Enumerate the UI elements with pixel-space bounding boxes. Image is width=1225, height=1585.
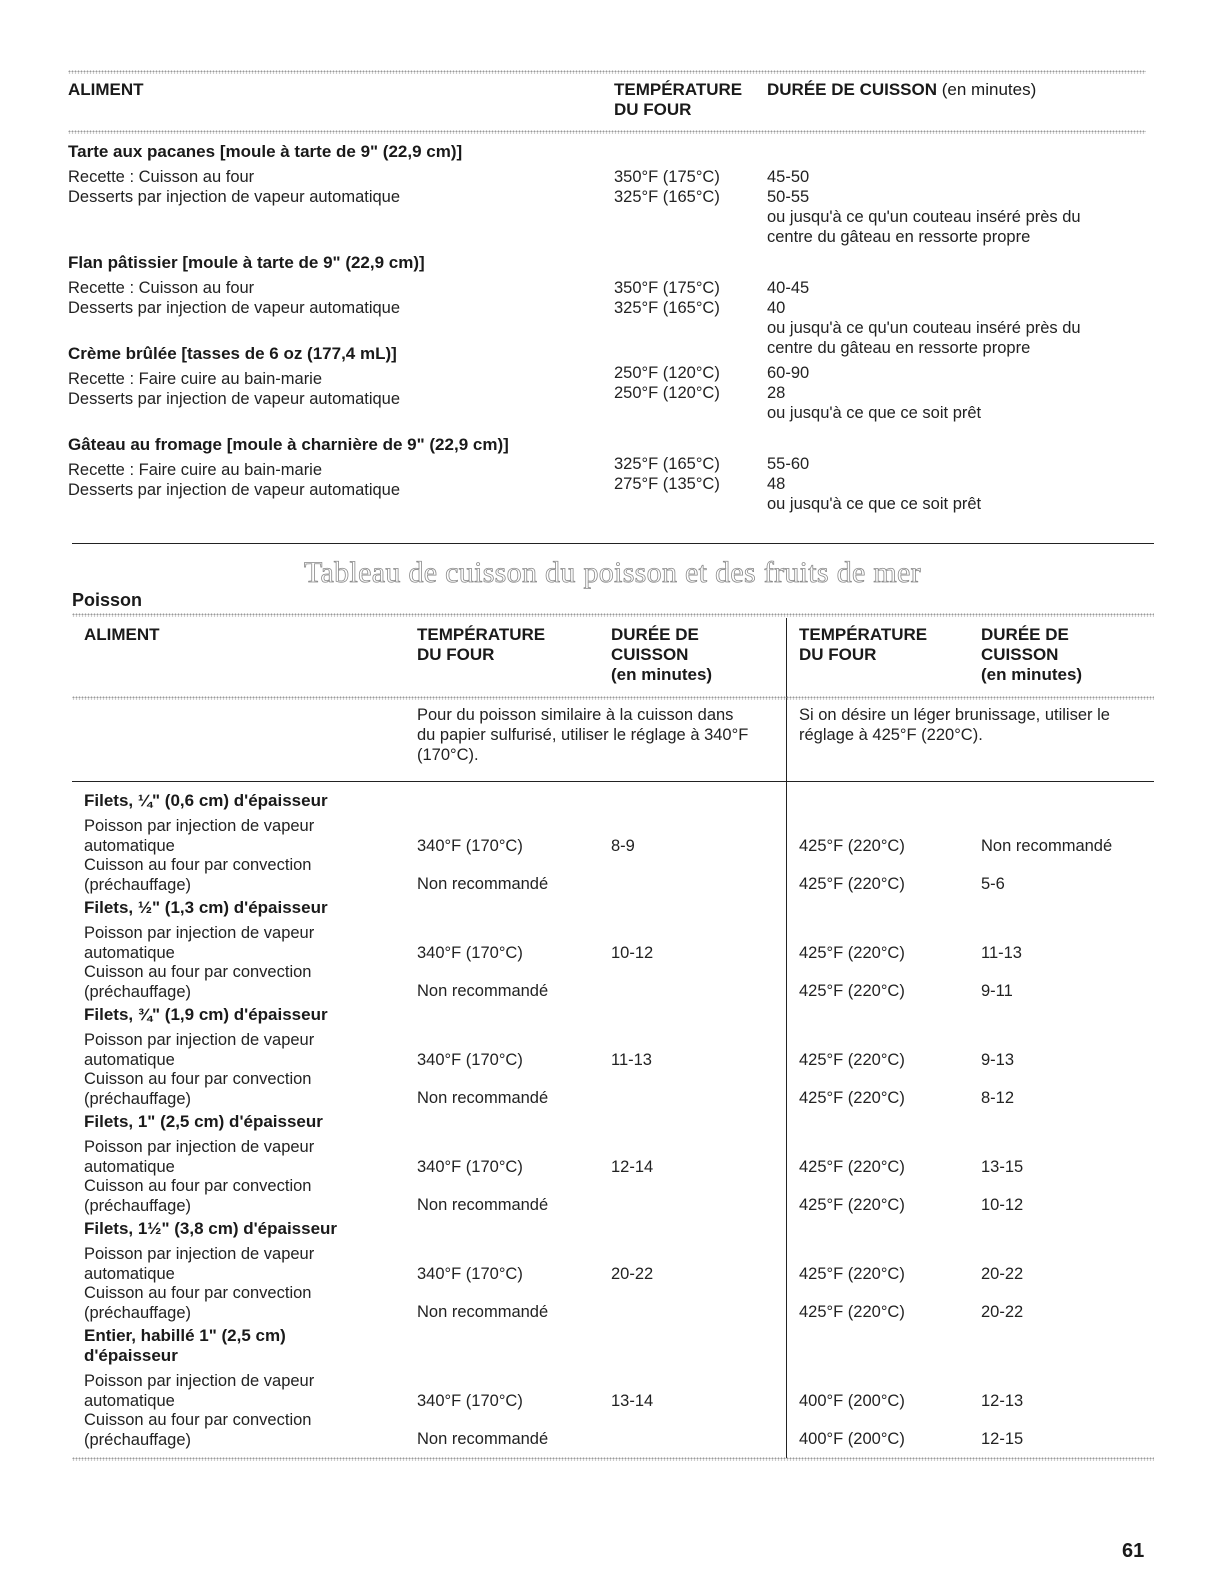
row-label: Desserts par injection de vapeur automatique <box>68 299 401 317</box>
fish-row-temp1: Non recommandé <box>417 1303 549 1321</box>
fish-row-label: Poisson par injection de vapeur automatique <box>84 817 315 855</box>
section-title: Flan pâtissier [moule à tarte de 9" (22,9 cm)] <box>68 253 425 272</box>
row-temp: 250°F (120°C) <box>614 384 720 402</box>
fish-row-label: Poisson par injection de vapeur automatique <box>84 1031 315 1069</box>
fish-row-temp1: 340°F (170°C) <box>417 944 523 962</box>
fish-group-title: Filets, ¼" (0,6 cm) d'épaisseur <box>84 791 328 810</box>
fish-col-header-food: ALIMENT <box>84 625 160 644</box>
column-divider <box>786 618 787 1458</box>
fish-row-time2: 10-12 <box>981 1196 1024 1214</box>
fish-row-time2: Non recommandé <box>981 837 1113 855</box>
row-time: 55-60 <box>767 455 810 473</box>
section-title: Tarte aux pacanes [moule à tarte de 9" (22,9 cm)] <box>68 142 463 161</box>
fish-row-time2: 13-15 <box>981 1158 1024 1176</box>
fish-group-title: Filets, 1" (2,5 cm) d'épaisseur <box>84 1112 323 1131</box>
row-time: 50-55 ou jusqu'à ce qu'un couteau inséré près du centre du gâteau en ressorte propre <box>767 188 1081 246</box>
fish-row-time2: 9-11 <box>981 982 1013 1000</box>
fish-row-time2: 5-6 <box>981 875 1005 893</box>
fish-row-time1: 20-22 <box>611 1265 654 1283</box>
fish-row-temp2: 400°F (200°C) <box>799 1430 905 1448</box>
fish-row-label: Cuisson au four par convection (préchauffage) <box>84 1177 312 1215</box>
fish-row-temp2: 425°F (220°C) <box>799 1265 905 1283</box>
fish-row-temp2: 425°F (220°C) <box>799 837 905 855</box>
fish-row-time2: 12-13 <box>981 1392 1024 1410</box>
row-time: 40-45 <box>767 279 810 297</box>
fish-row-temp1: Non recommandé <box>417 1089 549 1107</box>
row-temp: 250°F (120°C) <box>614 364 720 382</box>
row-label: Recette : Cuisson au four <box>68 168 255 186</box>
row-temp: 325°F (165°C) <box>614 188 720 206</box>
fish-row-temp2: 425°F (220°C) <box>799 875 905 893</box>
fish-row-temp1: Non recommandé <box>417 1430 549 1448</box>
fish-row-temp1: 340°F (170°C) <box>417 1265 523 1283</box>
fish-group-title: Filets, ¾" (1,9 cm) d'épaisseur <box>84 1005 328 1024</box>
section-subtitle: Poisson <box>72 590 143 610</box>
fish-row-temp1: Non recommandé <box>417 875 549 893</box>
fish-row-label: Poisson par injection de vapeur automatique <box>84 924 315 962</box>
section-title: Crème brûlée [tasses de 6 oz (177,4 mL)] <box>68 344 397 363</box>
row-temp: 350°F (175°C) <box>614 168 720 186</box>
fish-col-header-temp1: TEMPÉRATURE DU FOUR <box>417 625 546 664</box>
fish-row-time2: 9-13 <box>981 1051 1015 1069</box>
fish-row-label: Poisson par injection de vapeur automatique <box>84 1245 315 1283</box>
fish-row-label: Cuisson au four par convection (préchauffage) <box>84 963 312 1001</box>
row-label: Recette : Faire cuire au bain-marie <box>68 370 323 388</box>
row-label: Desserts par injection de vapeur automatique <box>68 188 401 206</box>
row-temp: 325°F (165°C) <box>614 455 720 473</box>
note-left: Pour du poisson similaire à la cuisson dans du papier sulfurisé, utiliser le réglage à 340°F (170°C). <box>417 706 749 764</box>
col-header-temp: TEMPÉRATURE DU FOUR <box>614 80 743 119</box>
fish-group-title: Filets, 1½" (3,8 cm) d'épaisseur <box>84 1219 338 1238</box>
fish-row-temp1: 340°F (170°C) <box>417 1051 523 1069</box>
fish-row-temp2: 425°F (220°C) <box>799 1051 905 1069</box>
fish-row-label: Poisson par injection de vapeur automatique <box>84 1372 315 1410</box>
fish-col-header-time2: DURÉE DE CUISSON (en minutes) <box>981 625 1083 684</box>
fish-row-temp1: 340°F (170°C) <box>417 837 523 855</box>
col-header-time-unit: (en minutes) <box>937 80 1037 99</box>
row-label: Desserts par injection de vapeur automatique <box>68 481 401 499</box>
fish-row-temp2: 425°F (220°C) <box>799 1158 905 1176</box>
fish-group-title: Entier, habillé 1" (2,5 cm) d'épaisseur <box>84 1326 286 1365</box>
fish-row-time2: 12-15 <box>981 1430 1024 1448</box>
fish-row-label: Cuisson au four par convection (préchauffage) <box>84 856 312 894</box>
fish-row-time1: 8-9 <box>611 837 635 855</box>
fish-row-time1: 10-12 <box>611 944 654 962</box>
fish-row-temp1: Non recommandé <box>417 1196 549 1214</box>
col-header-time-label: DURÉE DE CUISSON <box>767 80 938 99</box>
fish-row-temp1: 340°F (170°C) <box>417 1158 523 1176</box>
row-temp: 275°F (135°C) <box>614 475 720 493</box>
fish-row-time2: 20-22 <box>981 1265 1024 1283</box>
row-label: Recette : Faire cuire au bain-marie <box>68 461 323 479</box>
row-temp: 350°F (175°C) <box>614 279 720 297</box>
fish-row-temp2: 425°F (220°C) <box>799 1196 905 1214</box>
fish-col-header-time1: DURÉE DE CUISSON (en minutes) <box>611 625 713 684</box>
divider <box>72 543 1154 544</box>
notes-divider <box>72 781 1154 782</box>
fish-row-time2: 11-13 <box>981 944 1022 962</box>
page-number: 61 <box>1122 1540 1145 1562</box>
row-time: 45-50 <box>767 168 810 186</box>
fish-row-temp2: 400°F (200°C) <box>799 1392 905 1410</box>
fish-row-temp2: 425°F (220°C) <box>799 1303 905 1321</box>
row-time: 40 ou jusqu'à ce qu'un couteau inséré près du centre du gâteau en ressorte propre <box>767 299 1081 357</box>
fish-group-title: Filets, ½" (1,3 cm) d'épaisseur <box>84 898 328 917</box>
fish-row-time2: 8-12 <box>981 1089 1015 1107</box>
row-temp: 325°F (165°C) <box>614 299 720 317</box>
fish-row-temp2: 425°F (220°C) <box>799 944 905 962</box>
fish-row-temp2: 425°F (220°C) <box>799 982 905 1000</box>
fish-row-label: Cuisson au four par convection (préchauffage) <box>84 1284 312 1322</box>
row-label: Recette : Cuisson au four <box>68 279 255 297</box>
fish-row-label: Cuisson au four par convection (préchauffage) <box>84 1411 312 1449</box>
fish-row-time1: 13-14 <box>611 1392 654 1410</box>
fish-row-temp1: 340°F (170°C) <box>417 1392 523 1410</box>
col-header-time <box>767 80 1036 100</box>
fish-row-time1: 12-14 <box>611 1158 654 1176</box>
col-header-food: ALIMENT <box>68 80 144 99</box>
fish-row-time1: 11-13 <box>611 1051 652 1069</box>
fish-col-header-temp2: TEMPÉRATURE DU FOUR <box>799 625 928 664</box>
row-time: 60-90 <box>767 364 810 382</box>
fish-row-temp2: 425°F (220°C) <box>799 1089 905 1107</box>
fish-row-label: Poisson par injection de vapeur automatique <box>84 1138 315 1176</box>
page-title: Tableau de cuisson du poisson et des fruits de mer <box>304 556 921 589</box>
row-time: 48 ou jusqu'à ce que ce soit prêt <box>767 475 982 513</box>
row-label: Desserts par injection de vapeur automatique <box>68 390 401 408</box>
fish-row-temp1: Non recommandé <box>417 982 549 1000</box>
fish-row-time2: 20-22 <box>981 1303 1024 1321</box>
row-time: 28 ou jusqu'à ce que ce soit prêt <box>767 384 982 422</box>
section-title: Gâteau au fromage [moule à charnière de 9" (22,9 cm)] <box>68 435 509 454</box>
fish-row-label: Cuisson au four par convection (préchauffage) <box>84 1070 312 1108</box>
note-right: Si on désire un léger brunissage, utiliser le réglage à 425°F (220°C). <box>799 706 1110 744</box>
